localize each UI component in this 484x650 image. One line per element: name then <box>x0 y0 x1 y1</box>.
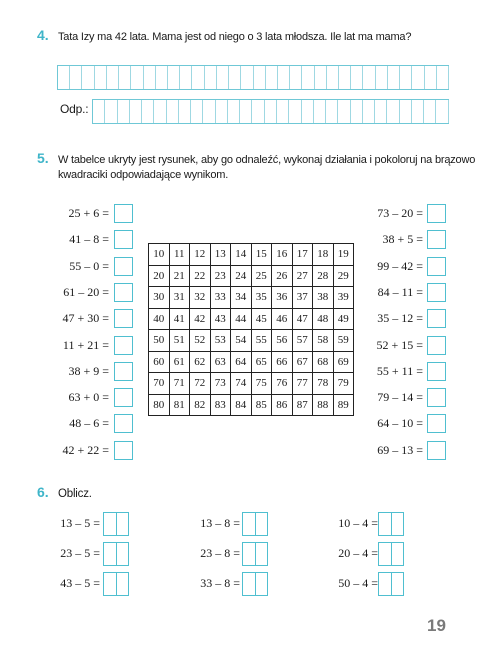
grid-cell[interactable] <box>315 66 327 89</box>
number-cell[interactable]: 83 <box>210 394 231 416</box>
equation-text: 33 – 8 = <box>200 576 240 590</box>
answer-box[interactable] <box>114 362 133 381</box>
number-cell[interactable]: 60 <box>149 351 170 373</box>
grid-cell[interactable] <box>363 100 375 123</box>
number-cell[interactable]: 57 <box>292 330 313 352</box>
answer-box[interactable] <box>114 309 133 328</box>
answer-box[interactable] <box>103 542 129 566</box>
answer-box[interactable] <box>114 204 133 223</box>
answer-box[interactable] <box>114 441 133 460</box>
task-5-text-line2: kwadraciki odpowiadające wynikom. <box>58 169 229 181</box>
answer-box[interactable] <box>427 257 446 276</box>
answer-box[interactable] <box>242 572 268 596</box>
grid-cell[interactable] <box>277 100 289 123</box>
answer-label: Odp.: <box>60 102 89 116</box>
grid-cell[interactable] <box>180 66 192 89</box>
grid-cell[interactable] <box>240 100 252 123</box>
number-cell[interactable]: 66 <box>272 351 293 373</box>
number-cell[interactable]: 29 <box>333 265 354 287</box>
number-cell[interactable]: 48 <box>313 308 334 330</box>
number-cell[interactable]: 58 <box>313 330 334 352</box>
number-cell[interactable]: 12 <box>190 244 211 266</box>
number-cell[interactable]: 17 <box>292 244 313 266</box>
number-cell[interactable]: 73 <box>210 373 231 395</box>
number-cell[interactable]: 13 <box>210 244 231 266</box>
number-cell[interactable]: 41 <box>169 308 190 330</box>
number-cell[interactable]: 30 <box>149 287 170 309</box>
digit-cell[interactable] <box>104 543 117 565</box>
number-cell[interactable]: 39 <box>333 287 354 309</box>
number-cell[interactable]: 70 <box>149 373 170 395</box>
answer-box[interactable] <box>427 388 446 407</box>
grid-cell[interactable] <box>400 66 412 89</box>
number-cell[interactable]: 59 <box>333 330 354 352</box>
number-cell[interactable]: 27 <box>292 265 313 287</box>
table-row <box>149 287 354 309</box>
answer-box[interactable] <box>242 542 268 566</box>
digit-cell[interactable] <box>243 543 256 565</box>
grid-cell[interactable] <box>241 66 253 89</box>
number-cell[interactable]: 21 <box>169 265 190 287</box>
digit-cell[interactable] <box>117 573 129 595</box>
grid-cell[interactable] <box>95 66 107 89</box>
equation-text: 55 + 11 = <box>376 363 423 378</box>
number-cell[interactable]: 24 <box>231 265 252 287</box>
number-cell[interactable]: 15 <box>251 244 272 266</box>
grid-cell[interactable] <box>229 66 241 89</box>
answer-box[interactable] <box>427 283 446 302</box>
number-cell[interactable]: 51 <box>169 330 190 352</box>
number-cell[interactable]: 65 <box>251 351 272 373</box>
number-cell[interactable]: 46 <box>272 308 293 330</box>
grid-cell[interactable] <box>278 66 290 89</box>
grid-cell[interactable] <box>375 100 387 123</box>
number-cell[interactable]: 78 <box>313 373 334 395</box>
number-cell[interactable]: 72 <box>190 373 211 395</box>
number-cell[interactable]: 80 <box>149 394 170 416</box>
number-cell[interactable]: 89 <box>333 394 354 416</box>
grid-cell[interactable] <box>338 100 350 123</box>
number-cell[interactable]: 76 <box>272 373 293 395</box>
equation-text: 11 + 21 = <box>62 337 109 352</box>
number-cell[interactable]: 38 <box>313 287 334 309</box>
equation-text: 47 + 30 = <box>62 311 109 326</box>
grid-cell[interactable] <box>107 66 119 89</box>
grid-cell[interactable] <box>252 100 264 123</box>
grid-cell[interactable] <box>205 66 217 89</box>
grid-cell[interactable] <box>400 100 412 123</box>
digit-cell[interactable] <box>379 573 392 595</box>
grid-cell[interactable] <box>254 66 266 89</box>
grid-cell[interactable] <box>191 100 203 123</box>
equation-text: 35 – 12 = <box>377 311 423 326</box>
grid-cell[interactable] <box>167 100 179 123</box>
grid-cell[interactable] <box>265 100 277 123</box>
number-cell[interactable]: 28 <box>313 265 334 287</box>
digit-cell[interactable] <box>379 513 392 535</box>
number-cell[interactable]: 67 <box>292 351 313 373</box>
number-cell[interactable]: 88 <box>313 394 334 416</box>
grid-cell[interactable] <box>58 66 70 89</box>
table-row <box>149 244 354 266</box>
number-cell[interactable]: 36 <box>272 287 293 309</box>
number-cell[interactable]: 26 <box>272 265 293 287</box>
digit-cell[interactable] <box>243 573 256 595</box>
grid-cell[interactable] <box>168 66 180 89</box>
task-4-number: 4. <box>37 27 49 43</box>
number-cell[interactable]: 23 <box>210 265 231 287</box>
equation-text: 10 – 4 = <box>338 516 378 530</box>
answer-box[interactable] <box>427 362 446 381</box>
grid-cell[interactable] <box>154 100 166 123</box>
grid-cell[interactable] <box>228 100 240 123</box>
equation-text: 23 – 5 = <box>60 546 100 560</box>
number-cell[interactable]: 10 <box>149 244 170 266</box>
number-cell[interactable]: 49 <box>333 308 354 330</box>
number-cell[interactable]: 69 <box>333 351 354 373</box>
number-cell[interactable]: 20 <box>149 265 170 287</box>
answer-box[interactable] <box>114 257 133 276</box>
number-cell[interactable]: 62 <box>190 351 211 373</box>
number-cell[interactable]: 82 <box>190 394 211 416</box>
number-cell[interactable]: 44 <box>231 308 252 330</box>
grid-cell[interactable] <box>217 66 229 89</box>
table-row <box>149 330 354 352</box>
number-cell[interactable]: 34 <box>231 287 252 309</box>
digit-cell[interactable] <box>256 513 268 535</box>
equation-text: 48 – 6 = <box>69 416 109 431</box>
equation-text: 99 – 42 = <box>377 258 423 273</box>
digit-cell[interactable] <box>392 513 404 535</box>
hidden-picture-table <box>148 243 354 416</box>
number-cell[interactable]: 25 <box>251 265 272 287</box>
digit-cell[interactable] <box>104 573 117 595</box>
number-cell[interactable]: 52 <box>190 330 211 352</box>
number-cell[interactable]: 79 <box>333 373 354 395</box>
equation-text: 69 – 13 = <box>377 442 423 457</box>
number-cell[interactable]: 56 <box>272 330 293 352</box>
grid-cell[interactable] <box>388 66 400 89</box>
equation-text: 79 – 14 = <box>377 390 423 405</box>
digit-cell[interactable] <box>243 513 256 535</box>
number-cell[interactable]: 64 <box>231 351 252 373</box>
number-cell[interactable]: 68 <box>313 351 334 373</box>
grid-cell[interactable] <box>412 66 424 89</box>
equation-text: 43 – 5 = <box>60 576 100 590</box>
grid-cell[interactable] <box>302 100 314 123</box>
grid-cell[interactable] <box>192 66 204 89</box>
number-cell[interactable]: 35 <box>251 287 272 309</box>
equation-text: 84 – 11 = <box>377 284 423 299</box>
answer-box[interactable] <box>103 512 129 536</box>
equation-text: 23 – 8 = <box>200 546 240 560</box>
table-row <box>149 308 354 330</box>
equation-text: 64 – 10 = <box>377 416 423 431</box>
grid-cell[interactable] <box>351 100 363 123</box>
equation-text: 20 – 4 = <box>338 546 378 560</box>
grid-cell[interactable] <box>203 100 215 123</box>
task-6-title: Oblicz. <box>58 488 92 500</box>
number-cell[interactable]: 16 <box>272 244 293 266</box>
grid-cell[interactable] <box>290 66 302 89</box>
number-cell[interactable]: 84 <box>231 394 252 416</box>
table-row <box>149 351 354 373</box>
equation-text: 55 – 0 = <box>69 258 109 273</box>
grid-cell[interactable] <box>93 100 105 123</box>
grid-cell[interactable] <box>105 100 117 123</box>
grid-cell[interactable] <box>266 66 278 89</box>
answer-box[interactable] <box>378 572 404 596</box>
grid-cell[interactable] <box>144 66 156 89</box>
answer-box[interactable] <box>427 230 446 249</box>
number-cell[interactable]: 81 <box>169 394 190 416</box>
grid-cell[interactable] <box>289 100 301 123</box>
number-cell[interactable]: 54 <box>231 330 252 352</box>
answer-box[interactable] <box>114 414 133 433</box>
answer-box[interactable] <box>114 230 133 249</box>
answer-box[interactable] <box>242 512 268 536</box>
number-cell[interactable]: 18 <box>313 244 334 266</box>
grid-cell[interactable] <box>119 66 131 89</box>
number-cell[interactable]: 71 <box>169 373 190 395</box>
digit-cell[interactable] <box>117 543 129 565</box>
number-cell[interactable]: 37 <box>292 287 313 309</box>
grid-cell[interactable] <box>131 66 143 89</box>
grid-cell[interactable] <box>363 66 375 89</box>
task-4-text: Tata Izy ma 42 lata. Mama jest od niego o 3 lata młodsza. Ile lat ma mama? <box>58 31 412 43</box>
number-cell[interactable]: 86 <box>272 394 293 416</box>
grid-cell[interactable] <box>142 100 154 123</box>
grid-cell[interactable] <box>412 100 424 123</box>
grid-cell[interactable] <box>302 66 314 89</box>
digit-cell[interactable] <box>117 513 129 535</box>
number-cell[interactable]: 53 <box>210 330 231 352</box>
grid-cell[interactable] <box>425 66 437 89</box>
grid-cell[interactable] <box>424 100 436 123</box>
grid-cell[interactable] <box>314 100 326 123</box>
digit-cell[interactable] <box>392 573 404 595</box>
task-5-number: 5. <box>37 150 49 166</box>
grid-cell[interactable] <box>339 66 351 89</box>
grid-cell[interactable] <box>387 100 399 123</box>
page-number: 19 <box>427 616 446 635</box>
number-cell[interactable]: 77 <box>292 373 313 395</box>
number-cell[interactable]: 75 <box>251 373 272 395</box>
equation-text: 52 + 15 = <box>376 337 423 352</box>
number-cell[interactable]: 61 <box>169 351 190 373</box>
grid-cell[interactable] <box>326 100 338 123</box>
table-row <box>149 394 354 416</box>
equation-text: 13 – 5 = <box>60 516 100 530</box>
number-cell[interactable]: 43 <box>210 308 231 330</box>
equation-text: 61 – 20 = <box>63 284 109 299</box>
equation-text: 25 + 6 = <box>68 206 109 220</box>
equation-text: 63 + 0 = <box>68 390 109 405</box>
grid-cell[interactable] <box>70 66 82 89</box>
answer-box[interactable] <box>427 309 446 328</box>
number-cell[interactable]: 19 <box>333 244 354 266</box>
number-cell[interactable]: 32 <box>190 287 211 309</box>
table-row <box>149 265 354 287</box>
equation-text: 38 + 5 = <box>382 232 423 247</box>
number-cell[interactable]: 45 <box>251 308 272 330</box>
grid-cell[interactable] <box>437 66 449 89</box>
answer-box[interactable] <box>114 336 133 355</box>
equation-text: 41 – 8 = <box>69 232 109 247</box>
digit-cell[interactable] <box>379 543 392 565</box>
task-6-number: 6. <box>37 484 49 500</box>
number-cell[interactable]: 74 <box>231 373 252 395</box>
digit-cell[interactable] <box>256 543 268 565</box>
grid-cell[interactable] <box>82 66 94 89</box>
number-cell[interactable]: 40 <box>149 308 170 330</box>
grid-cell[interactable] <box>118 100 130 123</box>
answer-box[interactable] <box>427 336 446 355</box>
equation-text: 50 – 4 = <box>338 576 378 590</box>
answer-box[interactable] <box>378 512 404 536</box>
number-cell[interactable]: 50 <box>149 330 170 352</box>
grid-cell[interactable] <box>179 100 191 123</box>
digit-cell[interactable] <box>104 513 117 535</box>
number-cell[interactable]: 63 <box>210 351 231 373</box>
equation-text: 73 – 20 = <box>377 206 423 220</box>
grid-cell[interactable] <box>130 100 142 123</box>
equation-text: 13 – 8 = <box>200 516 240 530</box>
grid-cell[interactable] <box>351 66 363 89</box>
digit-cell[interactable] <box>392 543 404 565</box>
number-cell[interactable]: 22 <box>190 265 211 287</box>
number-cell[interactable]: 33 <box>210 287 231 309</box>
table-row <box>149 373 354 395</box>
answer-box[interactable] <box>427 414 446 433</box>
answer-box[interactable] <box>427 441 446 460</box>
answer-box[interactable] <box>114 388 133 407</box>
digit-cell[interactable] <box>256 573 268 595</box>
number-cell[interactable]: 42 <box>190 308 211 330</box>
task-5-text-line1: W tabelce ukryty jest rysunek, aby go odnaleźć, wykonaj działania i pokoloruj na brązowo <box>58 154 476 166</box>
answer-box[interactable] <box>103 572 129 596</box>
number-cell[interactable]: 87 <box>292 394 313 416</box>
grid-cell[interactable] <box>436 100 448 123</box>
number-cell[interactable]: 47 <box>292 308 313 330</box>
answer-box[interactable] <box>427 204 446 223</box>
equation-text: 42 + 22 = <box>62 442 109 457</box>
number-cell[interactable]: 55 <box>251 330 272 352</box>
task-4-answer-grid[interactable] <box>57 65 449 90</box>
number-cell[interactable]: 14 <box>231 244 252 266</box>
grid-cell[interactable] <box>156 66 168 89</box>
number-cell[interactable]: 11 <box>169 244 190 266</box>
number-cell[interactable]: 31 <box>169 287 190 309</box>
answer-box[interactable] <box>114 283 133 302</box>
grid-cell[interactable] <box>216 100 228 123</box>
grid-cell[interactable] <box>327 66 339 89</box>
answer-box[interactable] <box>378 542 404 566</box>
grid-cell[interactable] <box>376 66 388 89</box>
number-cell[interactable]: 85 <box>251 394 272 416</box>
equation-text: 38 + 9 = <box>68 363 109 378</box>
answer-write-grid[interactable] <box>92 99 449 124</box>
